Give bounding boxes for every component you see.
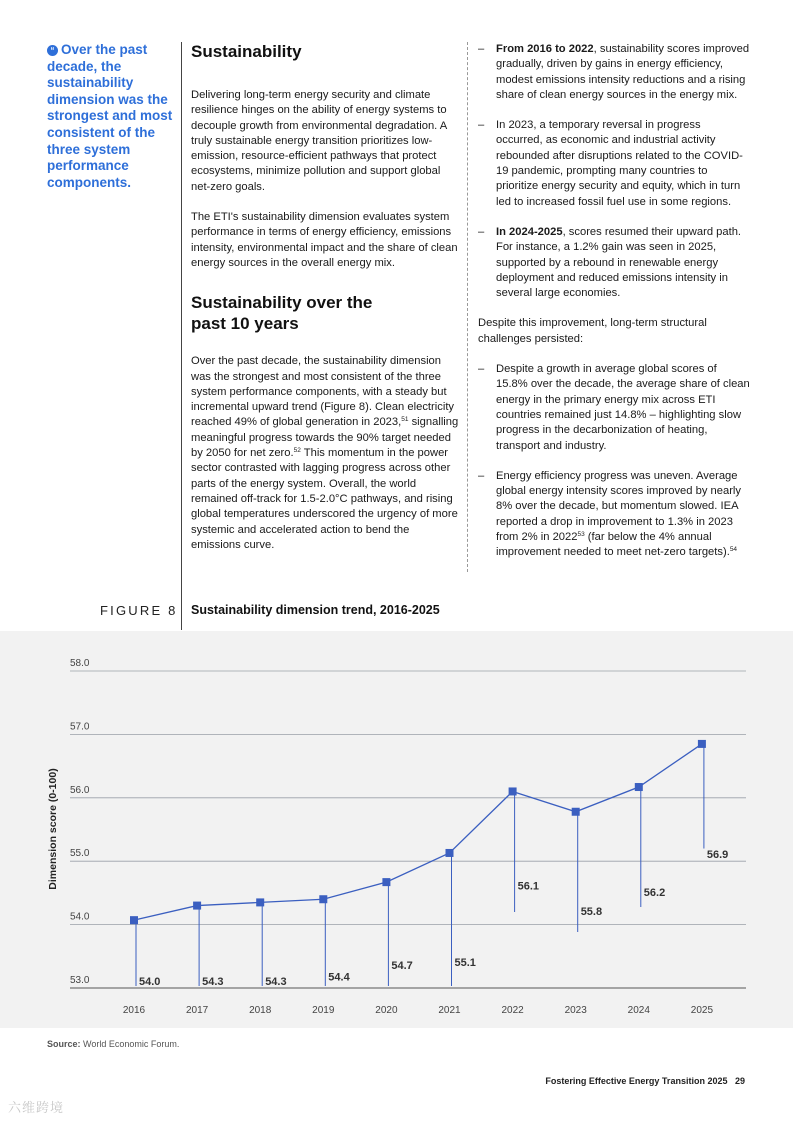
list-item: – In 2024-2025, scores resumed their upward path. For instance, a 1.2% gain was seen in 2025, supported by a rebound in renewable energy deployment and reduced emissions intensity in several large economies. [478, 225, 750, 301]
y-axis-title: Dimension score (0-100) [47, 768, 59, 890]
dimension-paragraph: The ETI's sustainability dimension evaluates system performance in terms of energy efficiency, emissions intensity, environmental impact and the share of clean energy sources in the overall energy mix. [191, 211, 458, 269]
list-item: – In 2023, a temporary reversal in progress occurred, as economic and industrial activity rebounded after disruptions related to the COVID-19 pandemic, prompting many countries to prioritize energy security and equity, which in turn led to increased fossil fuel use in some regions. [478, 118, 750, 210]
x-tick-label: 2016 [122, 1005, 146, 1016]
data-label: 55.8 [580, 906, 603, 919]
data-label: 55.1 [454, 956, 476, 969]
footnote-ref: 53 [577, 531, 585, 539]
challenges-intro: Despite this improvement, long-term structural challenges persisted: [478, 317, 707, 345]
y-tick-label: 53.0 [70, 975, 90, 986]
data-label: 54.4 [328, 971, 350, 984]
data-point-marker [319, 895, 327, 903]
x-tick-label: 2019 [312, 1005, 335, 1016]
y-tick-label: 55.0 [70, 848, 90, 860]
x-tick-label: 2023 [564, 1005, 587, 1016]
x-tick-label: 2017 [185, 1005, 209, 1016]
right-column [478, 42, 750, 576]
y-tick-label: 54.0 [70, 911, 90, 923]
data-point-marker [130, 916, 138, 924]
quote-icon: “ [47, 45, 58, 56]
figure-label: FIGURE 8 [100, 603, 178, 618]
x-tick-label: 2025 [690, 1005, 714, 1016]
list-item: – From 2016 to 2022, sustainability scores improved gradually, driven by gains in energy efficiency, modest emissions intensity reductions and a rising share of clean energy sources in the energy mix. [478, 42, 750, 103]
data-label: 56.9 [706, 849, 729, 862]
column-divider [467, 42, 468, 572]
watermark-logo: 六维跨境 [8, 1100, 65, 1115]
section-heading: Sustainability [191, 42, 302, 61]
data-point-marker [382, 878, 390, 886]
list-item: – Energy efficiency progress was uneven. Average global energy intensity scores improved by nearly 8% over the decade, but momentum slowed. IEA reported a drop in improvement to 1.3% in 2023 from 2% in 2022$^{53}$ (far below the 4% annual improvement needed to meet net-zero targets).$^{54}$ [478, 469, 750, 561]
data-label: 54.0 [139, 975, 161, 988]
x-tick-label: 2018 [249, 1005, 272, 1016]
data-point-marker [635, 783, 643, 791]
x-tick-label: 2020 [375, 1005, 398, 1016]
line-chart [0, 631, 793, 1028]
y-tick-label: 57.0 [70, 721, 90, 733]
data-point-marker [256, 898, 264, 906]
data-label: 54.3 [202, 975, 224, 988]
data-point-marker [446, 849, 454, 857]
trend-list [478, 42, 750, 301]
intro-paragraph: Delivering long-term energy security and climate resilience hinges on the ability of energy systems to decouple growth from environmental degradation. A truly sustainable energy transition prioritizes low-emission, resource-efficient pathways that protect ecosystems, minimize pollution and support global net-zero goals. [191, 89, 447, 193]
list-item: – Despite a growth in average global scores of 15.8% over the decade, the average share of clean energy in the primary energy mix across ETI countries remained just 14.8% – highlighting slow progress in the decarbonization of heating, transport and industry. [478, 362, 750, 454]
data-point-marker [509, 787, 517, 795]
data-point-marker [572, 808, 580, 816]
data-label: 54.3 [265, 975, 287, 988]
figure-title: Sustainability dimension trend, 2016-2025 [191, 603, 440, 617]
data-label: 56.1 [517, 880, 540, 893]
footnote-ref: 51 [401, 416, 409, 424]
x-tick-label: 2022 [501, 1005, 524, 1016]
x-tick-label: 2024 [627, 1005, 650, 1016]
data-label: 54.7 [391, 959, 413, 972]
subsection-heading: Sustainability over the past 10 years [191, 293, 373, 334]
data-label: 56.2 [643, 887, 666, 900]
y-tick-label: 58.0 [70, 658, 90, 669]
footnote-ref: 54 [729, 546, 738, 554]
left-column-rule [181, 42, 182, 630]
pull-quote-text: Over the past decade, the sustainability dimension was the strongest and most consistent of the three system performance components. [47, 42, 173, 190]
x-tick-label: 2021 [438, 1005, 461, 1016]
footnote-ref: 52 [293, 447, 301, 455]
pull-quote [47, 42, 175, 191]
page-number: 29 [734, 1076, 745, 1086]
data-point-marker [193, 902, 201, 910]
data-point-marker [698, 740, 706, 748]
challenges-list [478, 362, 750, 561]
source-note: Source: World Economic Forum. [47, 1039, 180, 1049]
series-line [134, 744, 702, 920]
main-column [191, 41, 459, 568]
report-title: Fostering Effective Energy Transition 2025 [545, 1076, 728, 1086]
decade-paragraph: Over the past decade, the sustainability dimension was the strongest and most consistent of the three system performance components, with a steady but incremental upward trend (Figure 8). Clean electricity reached 49% of global generation in 2023,51 signalling meaningful progress towards the 90% target needed by 2050 for net zero.$^{52}$ This momentum in the power sector contrasted with lagging progress across other parts of the energy system. Overall, the world remained off-track for 1.5-2.0°C pathways, and rising global temperatures underscored the urgency of more systemic and accelerated action to bend the emissions curve. [191, 355, 459, 551]
page-footer [545, 1076, 745, 1086]
y-tick-label: 56.0 [70, 784, 90, 796]
